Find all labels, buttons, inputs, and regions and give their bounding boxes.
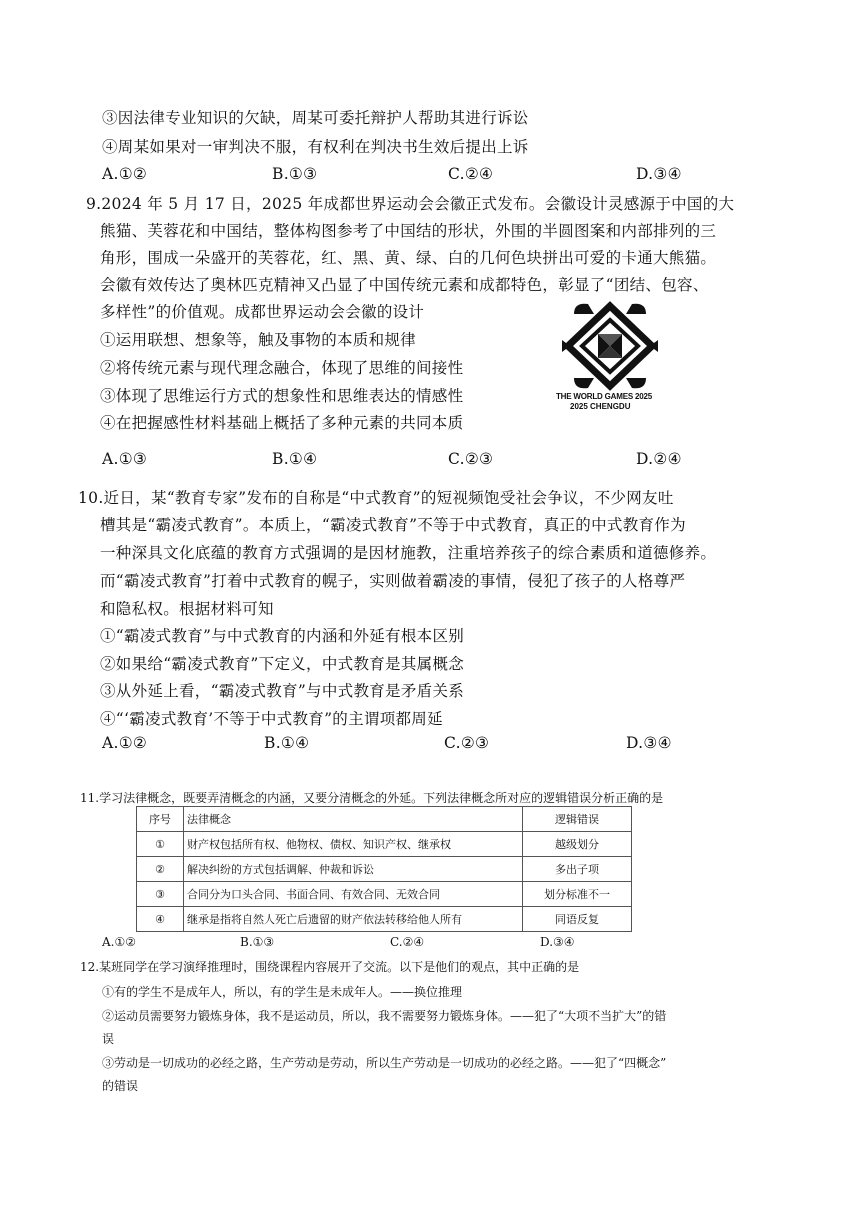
q8-option-d: D.③④	[636, 165, 682, 183]
q11-option-b: B.①③	[240, 935, 275, 949]
table-cell: 解决纠纷的方式包括调解、仲裁和诉讼	[184, 857, 523, 882]
q9-stem-line-2: 熊猫、芙蓉花和中国结，整体构图参考了中国结的形状，外围的半圆图案和内部排列的三	[100, 222, 717, 240]
table-header-row	[137, 807, 632, 832]
q9-item-1: ①运用联想、想象等，触及事物的本质和规律	[100, 331, 417, 349]
table-row	[137, 907, 632, 932]
q9-item-4: ④在把握感性材料基础上概括了多种元素的共同本质	[100, 414, 464, 432]
logo-text-2: 2025 CHENGDU	[570, 402, 631, 411]
q9-stem-line-4: 会徽有效传达了奥林匹克精神又凸显了中国传统元素和成都特色，彰显了“团结、包容、	[100, 276, 709, 294]
table-cell: ②	[137, 857, 184, 882]
q9-option-b: B.①④	[272, 450, 318, 468]
q10-option-a: A.①②	[102, 734, 148, 752]
q9-item-3: ③体现了思维运行方式的想象性和思维表达的情感性	[100, 387, 464, 405]
table-cell: ①	[137, 832, 184, 857]
q11-option-a: A.①②	[102, 935, 136, 949]
table-header-cell: 序号	[137, 807, 184, 832]
q10-option-c: C.②③	[444, 734, 490, 752]
q9-item-2: ②将传统元素与现代理念融合，体现了思维的间接性	[100, 359, 464, 377]
q10-option-d: D.③④	[626, 734, 672, 752]
table-cell: 合同分为口头合同、书面合同、有效合同、无效合同	[184, 882, 523, 907]
q10-item-2: ②如果给“霸凌式教育”下定义，中式教育是其属概念	[100, 655, 465, 673]
table-cell: 多出子项	[523, 857, 632, 882]
table-row	[137, 857, 632, 882]
q12-item-2-cont: 误	[102, 1032, 115, 1046]
table-cell: 财产权包括所有权、他物权、债权、知识产权、继承权	[184, 832, 523, 857]
q8-item-4: ④周某如果对一审判决不服，有权利在判决书生效后提出上诉	[102, 138, 529, 156]
q8-item-3: ③因法律专业知识的欠缺，周某可委托辩护人帮助其进行诉讼	[102, 109, 529, 127]
q10-item-1: ①“霸凌式教育”与中式教育的内涵和外延有根本区别	[100, 627, 465, 645]
table-row	[137, 832, 632, 857]
q10-stem-line-3: 一种深具文化底蕴的教育方式强调的是因材施教，注重培养孩子的综合素质和道德修养。	[100, 544, 717, 562]
q9-stem-line-1: 9.2024 年 5 月 17 日，2025 年成都世界运动会会徽正式发布。会徽设计灵感源于中国的大	[86, 195, 735, 213]
q8-option-c: C.②④	[448, 165, 494, 183]
q12-item-2: ②运动员需要努力锻炼身体，我不是运动员，所以，我不需要努力锻炼身体。——犯了“大项不当扩大”的错	[102, 1009, 667, 1023]
table-header-cell: 逻辑错误	[523, 807, 632, 832]
q11-table	[136, 806, 632, 932]
table-cell: 划分标准不一	[523, 882, 632, 907]
q9-stem-line-5: 多样性”的价值观。成都世界运动会会徽的设计	[100, 303, 425, 321]
table-cell: ③	[137, 882, 184, 907]
world-games-logo	[556, 300, 660, 412]
table-cell: ④	[137, 907, 184, 932]
q8-option-a: A.①②	[102, 165, 148, 183]
q11-stem: 11.学习法律概念，既要弄清概念的内涵，又要分清概念的外延。下列法律概念所对应的逻辑错误分析正确的是	[80, 791, 664, 805]
table-cell: 越级划分	[523, 832, 632, 857]
q11-option-c: C.②④	[390, 935, 425, 949]
q12-item-1: ①有的学生不是成年人，所以，有的学生是未成年人。——换位推理	[102, 985, 463, 999]
q9-option-d: D.②④	[636, 450, 682, 468]
logo-text-1: THE WORLD GAMES 2025	[556, 392, 653, 401]
q8-option-b: B.①③	[272, 165, 318, 183]
table-header-cell: 法律概念	[184, 807, 523, 832]
q10-option-b: B.①④	[264, 734, 310, 752]
q12-item-3: ③劳动是一切成功的必经之路，生产劳动是劳动，所以生产劳动是一切成功的必经之路。——犯了“四概念”	[102, 1056, 667, 1070]
q10-stem-line-2: 槽其是“霸凌式教育”。本质上，“霸凌式教育”不等于中式教育，真正的中式教育作为	[100, 516, 686, 534]
table-cell: 同语反复	[523, 907, 632, 932]
q9-option-a: A.①③	[102, 450, 148, 468]
table-cell: 继承是指将自然人死亡后遗留的财产依法转移给他人所有	[184, 907, 523, 932]
q10-stem-line-5: 和隐私权。根据材料可知	[100, 600, 274, 618]
q10-item-4: ④“‘霸凌式教育’不等于中式教育”的主谓项都周延	[100, 710, 443, 728]
q10-stem-line-4: 而“霸凌式教育”打着中式教育的幌子，实则做着霸凌的事情，侵犯了孩子的人格尊严	[100, 572, 686, 590]
q12-stem: 12.某班同学在学习演绎推理时，围绕课程内容展开了交流。以下是他们的观点，其中正确的是	[80, 960, 580, 974]
q10-item-3: ③从外延上看，“霸凌式教育”与中式教育是矛盾关系	[100, 682, 465, 700]
q11-option-d: D.③④	[540, 935, 575, 949]
q12-item-3-cont: 的错误	[102, 1079, 139, 1093]
table-row	[137, 882, 632, 907]
q9-option-c: C.②③	[448, 450, 494, 468]
q10-stem-line-1: 10.近日，某“教育专家”发布的自称是“中式教育”的短视频饱受社会争议，不少网友吐	[78, 489, 674, 507]
q9-stem-line-3: 角形，围成一朵盛开的芙蓉花，红、黑、黄、绿、白的几何色块拼出可爱的卡通大熊猫。	[100, 249, 717, 267]
